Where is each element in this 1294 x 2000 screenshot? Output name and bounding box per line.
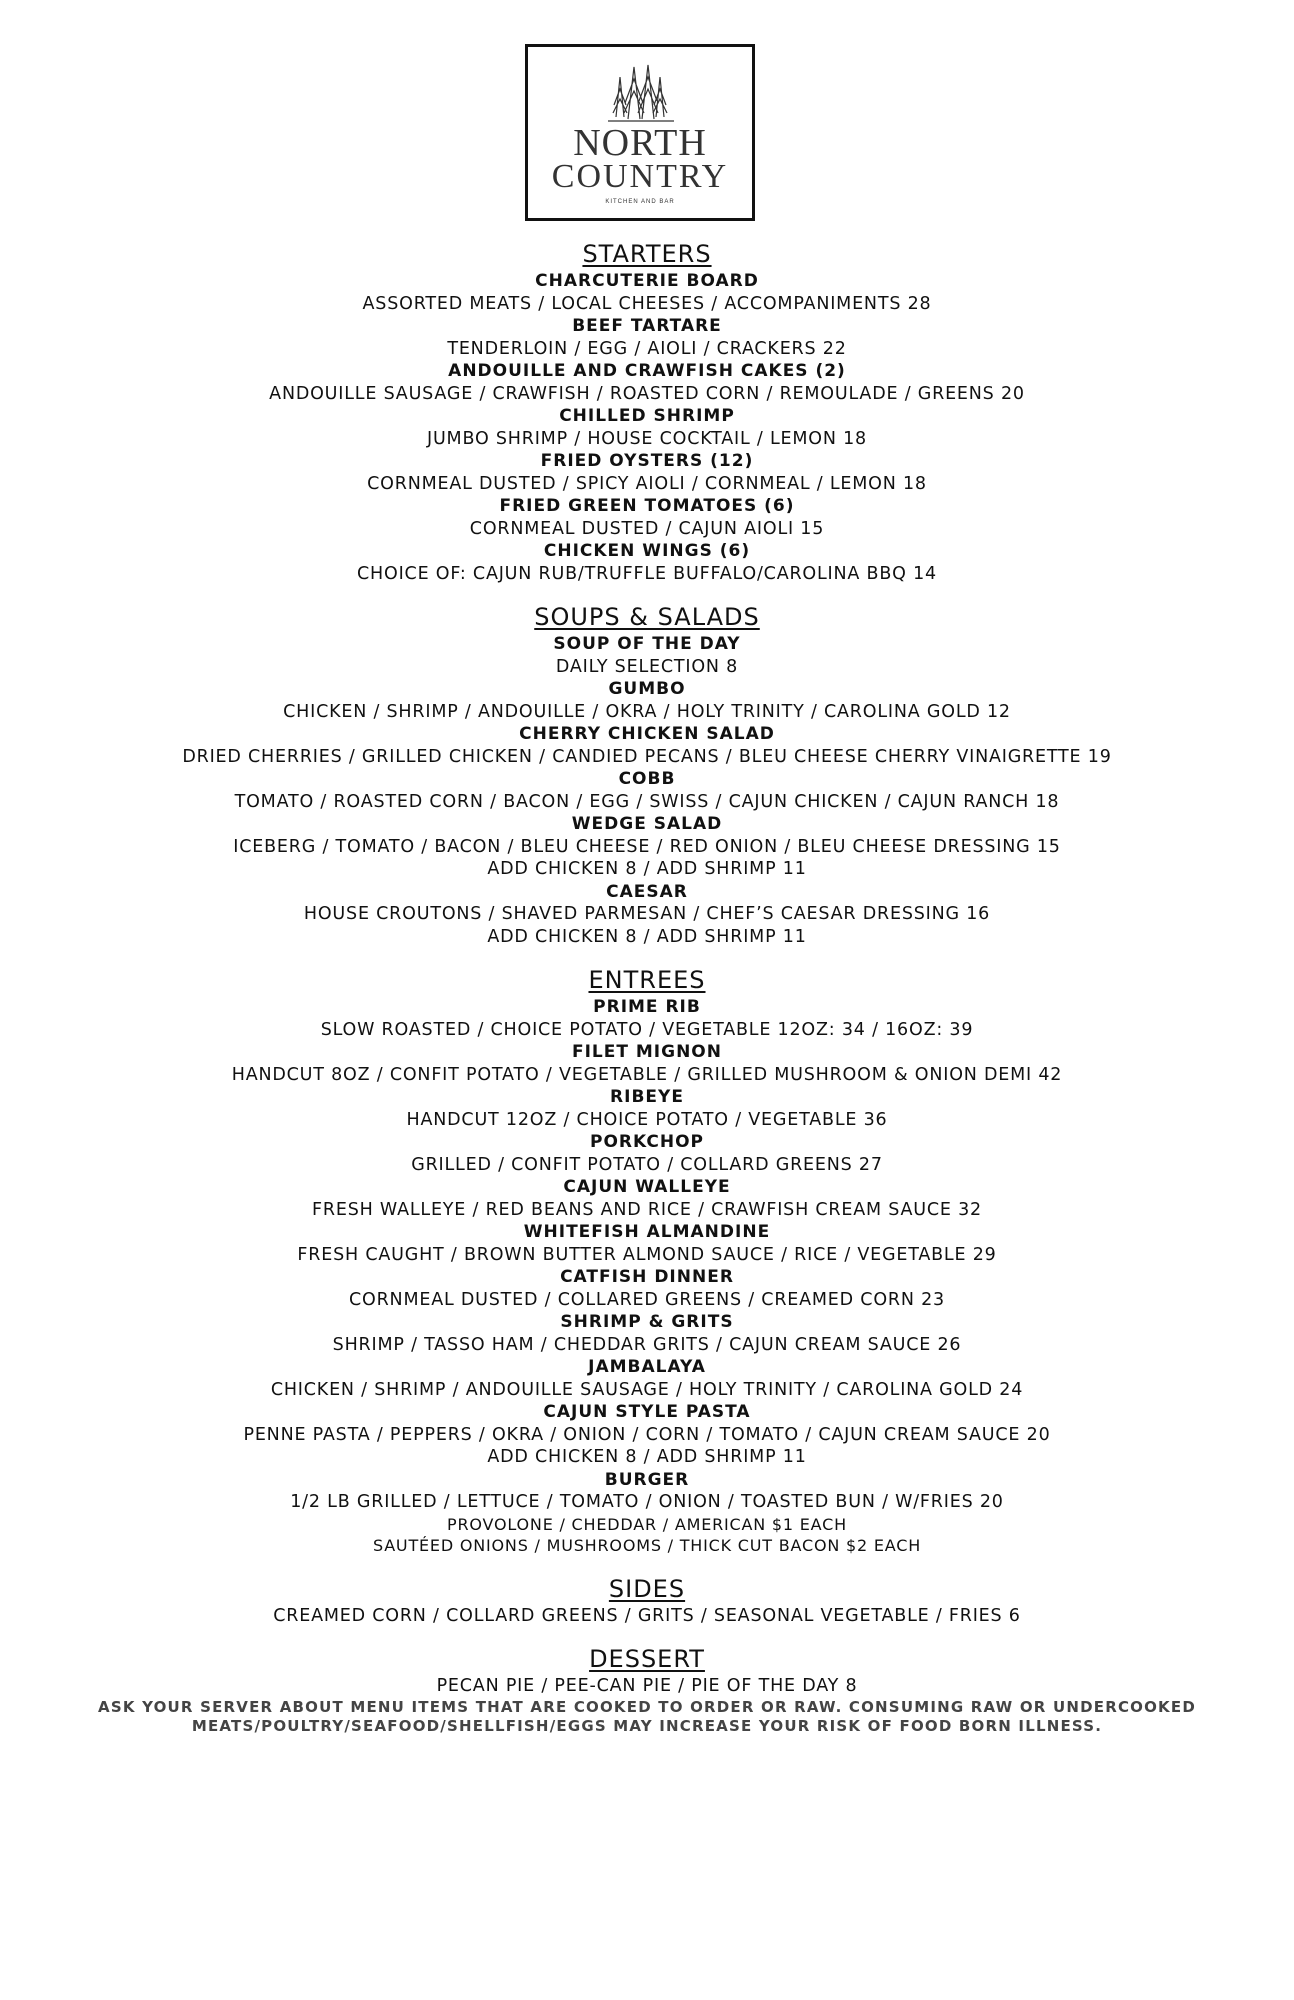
menu-item-description: JUMBO SHRIMP / HOUSE COCKTAIL / LEMON 18	[426, 428, 867, 449]
menu-item-name: SHRIMP & GRITS	[560, 1312, 734, 1332]
menu-item-description: 1/2 LB GRILLED / LETTUCE / TOMATO / ONION / TOASTED BUN / W/FRIES 20	[290, 1492, 1004, 1512]
menu-item-name: FRIED OYSTERS (12)	[540, 451, 754, 471]
menu-item-name: PORKCHOP	[589, 1132, 705, 1152]
menu-section-soups-salads	[0, 601, 1294, 948]
menu-item-description: GRILLED / CONFIT POTATO / COLLARD GREENS 27	[411, 1154, 883, 1175]
menu-item-description: ICEBERG / TOMATO / BACON / BLEU CHEESE / RED ONION / BLEU CHEESE DRESSING 15	[233, 836, 1061, 857]
menu-section-entrees	[0, 964, 1294, 1557]
menu-item-description: ASSORTED MEATS / LOCAL CHEESES / ACCOMPANIMENTS 28	[362, 293, 932, 314]
menu-item-description: CORNMEAL DUSTED / CAJUN AIOLI 15	[469, 518, 825, 539]
menu-item-description: CHICKEN / SHRIMP / ANDOUILLE / OKRA / HOLY TRINITY / CAROLINA GOLD 12	[283, 701, 1011, 722]
menu-item-name: COBB	[618, 769, 676, 789]
menu-item-name: FRIED GREEN TOMATOES (6)	[499, 496, 795, 516]
menu-item-description: FRESH CAUGHT / BROWN BUTTER ALMOND SAUCE / RICE / VEGETABLE 29	[297, 1244, 997, 1265]
menu-item-description: DAILY SELECTION 8	[555, 656, 739, 677]
menu-item-name: CHARCUTERIE BOARD	[535, 271, 759, 291]
menu-item-name: CHICKEN WINGS (6)	[543, 541, 751, 561]
section-title: SIDES	[608, 1574, 686, 1603]
menu-item-name: BEEF TARTARE	[572, 316, 722, 336]
menu-item-description: PENNE PASTA / PEPPERS / OKRA / ONION / CORN / TOMATO / CAJUN CREAM SAUCE 20	[243, 1424, 1051, 1445]
menu-item-description: CORNMEAL DUSTED / COLLARED GREENS / CREAMED CORN 23	[349, 1289, 945, 1310]
menu-item-name: CAESAR	[606, 881, 688, 902]
menu-item-description: HANDCUT 12OZ / CHOICE POTATO / VEGETABLE 36	[406, 1109, 888, 1130]
menu-item-name: SOUP OF THE DAY	[553, 634, 741, 654]
menu-item-description: TOMATO / ROASTED CORN / BACON / EGG / SWISS / CAJUN CHICKEN / CAJUN RANCH 18	[234, 791, 1060, 812]
menu-item-note: PROVOLONE / CHEDDAR / AMERICAN $1 EACH	[447, 1514, 847, 1534]
menu-item-name: CAJUN STYLE PASTA	[543, 1402, 751, 1422]
menu-item-name: FILET MIGNON	[571, 1042, 722, 1062]
menu-item-description: FRESH WALLEYE / RED BEANS AND RICE / CRAWFISH CREAM SAUCE 32	[312, 1199, 982, 1220]
menu-item-description: PECAN PIE / PEE-CAN PIE / PIE OF THE DAY 8	[436, 1676, 858, 1696]
menu-item-name: BURGER	[604, 1469, 690, 1490]
menu-item-name: ANDOUILLE AND CRAWFISH CAKES (2)	[448, 361, 846, 381]
menu-item-name: CAJUN WALLEYE	[563, 1177, 731, 1197]
logo-line2: COUNTRY	[551, 158, 729, 195]
pine-trees-icon	[608, 65, 674, 121]
section-title: ENTREES	[588, 966, 706, 994]
menu-item-description: SLOW ROASTED / CHOICE POTATO / VEGETABLE 12OZ: 34 / 16OZ: 39	[320, 1019, 974, 1040]
logo-graphic	[528, 47, 752, 218]
disclaimer-line: ASK YOUR SERVER ABOUT MENU ITEMS THAT ARE COOKED TO ORDER OR RAW. CONSUMING RAW OR UNDERCOOKED	[98, 1697, 1196, 1716]
logo-tagline: KITCHEN AND BAR	[605, 199, 675, 205]
menu-item-description: ADD CHICKEN 8 / ADD SHRIMP 11	[487, 1447, 807, 1467]
menu-item-description: CORNMEAL DUSTED / SPICY AIOLI / CORNMEAL / LEMON 18	[367, 473, 927, 494]
menu-item-description: HANDCUT 8OZ / CONFIT POTATO / VEGETABLE / GRILLED MUSHROOM & ONION DEMI 42	[231, 1064, 1063, 1085]
menu-item-description: SHRIMP / TASSO HAM / CHEDDAR GRITS / CAJUN CREAM SAUCE 26	[332, 1334, 962, 1355]
menu-item-description: ADD CHICKEN 8 / ADD SHRIMP 11	[487, 859, 807, 879]
menu-item-name: PRIME RIB	[593, 997, 701, 1017]
menu-item-name: RIBEYE	[610, 1087, 684, 1107]
menu-item-name: GUMBO	[608, 679, 686, 699]
menu-item-name: CATFISH DINNER	[560, 1267, 734, 1287]
disclaimer-line: MEATS/POULTRY/SEAFOOD/SHELLFISH/EGGS MAY INCREASE YOUR RISK OF FOOD BORN ILLNESS.	[191, 1717, 1103, 1735]
section-title: STARTERS	[582, 240, 712, 268]
menu-section-starters	[0, 238, 1294, 585]
menu-item-name: CHILLED SHRIMP	[559, 406, 735, 426]
section-title: SOUPS & SALADS	[534, 603, 760, 631]
disclaimer	[0, 1698, 1294, 1737]
menu-item-description: DRIED CHERRIES / GRILLED CHICKEN / CANDIED PECANS / BLEU CHEESE CHERRY VINAIGRETTE 19	[182, 746, 1112, 767]
menu-item-description: HOUSE CROUTONS / SHAVED PARMESAN / CHEF’S CAESAR DRESSING 16	[303, 904, 991, 924]
menu-item-name: CHERRY CHICKEN SALAD	[519, 724, 775, 744]
menu-item-description: ADD CHICKEN 8 / ADD SHRIMP 11	[487, 926, 807, 947]
menu-item-note: SAUTÉED ONIONS / MUSHROOMS / THICK CUT BACON $2 EACH	[372, 1536, 922, 1555]
menu-item-name: JAMBALAYA	[588, 1357, 706, 1377]
menu-item-description: TENDERLOIN / EGG / AIOLI / CRACKERS 22	[447, 338, 847, 359]
menu-body	[0, 238, 1294, 1737]
menu-section-dessert	[0, 1643, 1294, 1698]
menu-item-name: WHITEFISH ALMANDINE	[523, 1222, 771, 1242]
menu-item-name: WEDGE SALAD	[571, 814, 723, 834]
menu-item-description: CHOICE OF: CAJUN RUB/TRUFFLE BUFFALO/CAROLINA BBQ 14	[357, 563, 937, 584]
menu-item-description: CHICKEN / SHRIMP / ANDOUILLE SAUSAGE / HOLY TRINITY / CAROLINA GOLD 24	[270, 1379, 1024, 1400]
menu-item-description: ANDOUILLE SAUSAGE / CRAWFISH / ROASTED CORN / REMOULADE / GREENS 20	[269, 383, 1025, 404]
menu-section-sides	[0, 1573, 1294, 1628]
logo-line1: NORTH	[573, 122, 707, 164]
section-title: DESSERT	[589, 1645, 705, 1673]
restaurant-logo	[525, 44, 755, 221]
menu-item-description: CREAMED CORN / COLLARD GREENS / GRITS / SEASONAL VEGETABLE / FRIES 6	[273, 1605, 1021, 1626]
